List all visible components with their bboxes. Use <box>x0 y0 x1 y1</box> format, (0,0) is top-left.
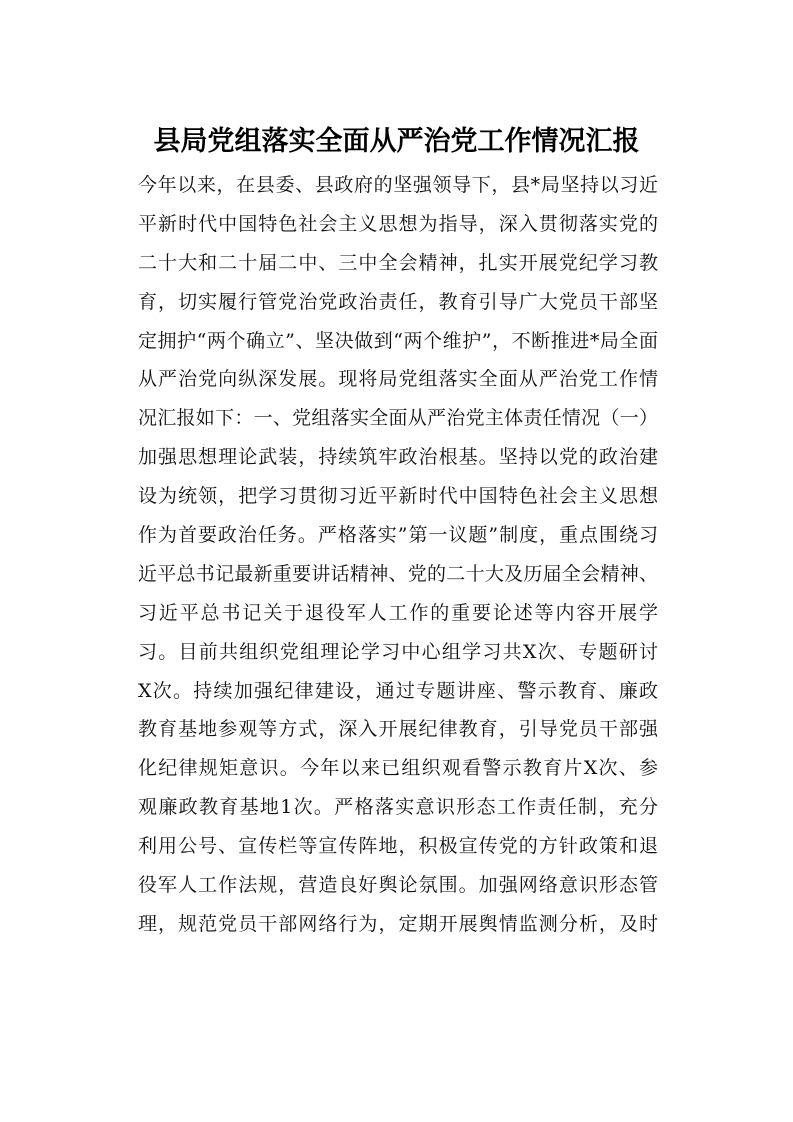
body-line: 况汇报如下：一、党组落实全面从严治党主体责任情况（一） <box>138 407 658 430</box>
body-line: 理，规范党员干部网络行为，定期开展舆情监测分析，及时 <box>138 912 658 935</box>
body-line: 习。目前共组织党组理论学习中心组学习共X次、专题研讨 <box>138 640 658 663</box>
document-title: 县局党组落实全面从严治党工作情况汇报 <box>153 126 640 157</box>
body-line: 化纪律规矩意识。今年以来已组织观看警示教育片X次、参 <box>138 757 658 780</box>
body-line: 作为首要政治任务。严格落实”第一议题”制度，重点围绕习 <box>138 524 658 547</box>
body-line: 定拥护“两个确立”、坚决做到“两个维护”，不断推进*局全面 <box>138 329 658 352</box>
body-line: 设为统领，把学习贯彻习近平新时代中国特色社会主义思想 <box>138 485 658 508</box>
body-line: 今年以来，在县委、县政府的坚强领导下，县*局坚持以习近 <box>138 174 658 196</box>
body-line: 二十大和二十届二中、三中全会精神，扎实开展党纪学习教 <box>138 251 658 274</box>
body-line: 育，切实履行管党治党政治责任，教育引导广大党员干部坚 <box>138 290 658 313</box>
body-line: 近平总书记最新重要讲话精神、党的二十大及历届全会精神、 <box>138 562 658 585</box>
document-body <box>138 166 658 944</box>
body-line: 役军人工作法规，营造良好舆论氛围。加强网络意识形态管 <box>138 874 658 897</box>
body-line: 从严治党向纵深发展。现将局党组落实全面从严治党工作情 <box>138 368 658 391</box>
body-line: 加强思想理论武装，持续筑牢政治根基。坚持以党的政治建 <box>138 446 658 469</box>
body-line: 习近平总书记关于退役军人工作的重要论述等内容开展学 <box>138 601 658 624</box>
body-line: 观廉政教育基地1次。严格落实意识形态工作责任制，充分 <box>138 796 658 819</box>
body-line: 教育基地参观等方式，深入开展纪律教育，引导党员干部强 <box>138 718 658 741</box>
body-line: 平新时代中国特色社会主义思想为指导，深入贯彻落实党的 <box>138 212 658 235</box>
body-line: 利用公号、宣传栏等宣传阵地，积极宣传党的方针政策和退 <box>138 835 658 858</box>
body-line: X次。持续加强纪律建设，通过专题讲座、警示教育、廉政 <box>138 679 658 702</box>
